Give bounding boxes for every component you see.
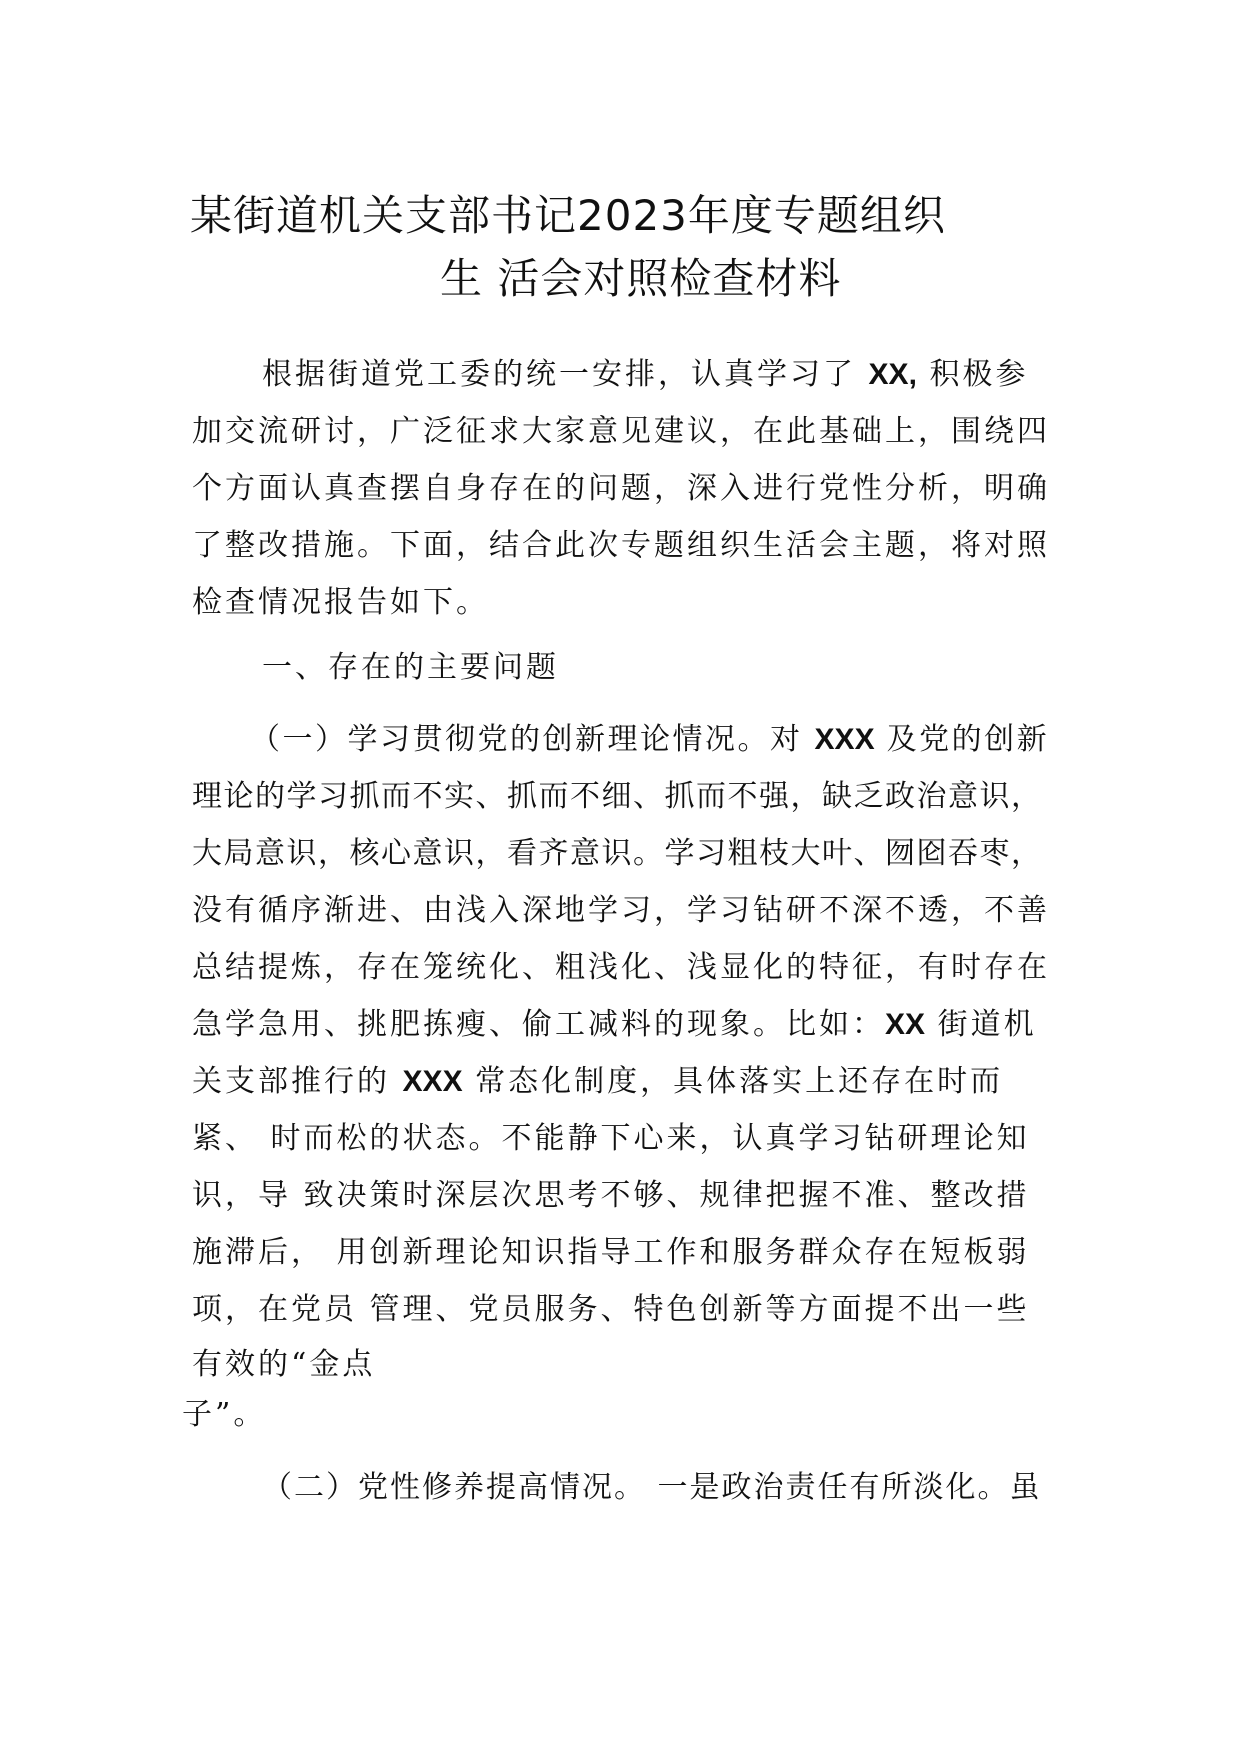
subsection-1-line-2: 理论的学习抓而不实、抓而不细、抓而不强，缺乏政治意识， <box>192 779 1043 814</box>
subsection-1-line-13: 子”。 <box>182 1397 267 1432</box>
subsection-1-line-3: 大局意识，核心意识，看齐意识。学习粗枝大叶、囫囵吞枣， <box>192 836 1043 871</box>
paragraph-1-line-2: 加交流研讨，广泛征求大家意见建议，在此基础上，围绕四 <box>192 414 1050 449</box>
subsection-1-line-1: （一）学习贯彻党的创新理论情况。对 XXX 及党的创新 <box>250 722 1050 757</box>
subsection-1-line-8: 紧、 时而松的状态。不能静下心来，认真学习钻研理论知 <box>192 1121 1030 1156</box>
subsection-1-line-7: 关支部推行的 XXX 常态化制度，具体落实上还存在时而 <box>192 1064 1004 1099</box>
subsection-1-line-10: 施滞后， 用创新理论知识指导工作和服务群众存在短板弱 <box>192 1235 1030 1270</box>
document-title-line-2: 生 活会对照检查材料 <box>440 254 842 303</box>
subsection-1-line-9: 识，导 致决策时深层次思考不够、规律把握不准、整改措 <box>192 1178 1030 1213</box>
section-heading-1: 一、存在的主要问题 <box>262 650 559 685</box>
subsection-1-line-11: 项，在党员 管理、党员服务、特色创新等方面提不出一些 <box>192 1292 1030 1327</box>
subsection-1-line-6: 急学急用、挑肥拣瘦、偷工减料的现象。比如：XX 街道机 <box>192 1007 1037 1042</box>
document-title-line-1: 某街道机关支部书记2023年度专题组织 <box>190 191 946 240</box>
paragraph-1-line-5: 检查情况报告如下。 <box>192 585 489 620</box>
paragraph-1-line-3: 个方面认真查摆自身存在的问题，深入进行党性分析，明确 <box>192 471 1050 506</box>
subsection-1-line-5: 总结提炼，存在笼统化、粗浅化、浅显化的特征，有时存在 <box>192 950 1050 985</box>
subsection-1-line-4: 没有循序渐进、由浅入深地学习，学习钻研不深不透，不善 <box>192 893 1050 928</box>
subsection-1-line-12: 有效的“金点 <box>192 1347 376 1382</box>
subsection-2-line-1: （二）党性修养提高情况。 一是政治责任有所淡化。虽 <box>262 1470 1042 1505</box>
paragraph-1-line-4: 了整改措施。下面，结合此次专题组织生活会主题，将对照 <box>192 528 1050 563</box>
paragraph-1-line-1: 根据街道党工委的统一安排，认真学习了 XX, 积极参 <box>262 357 1029 392</box>
